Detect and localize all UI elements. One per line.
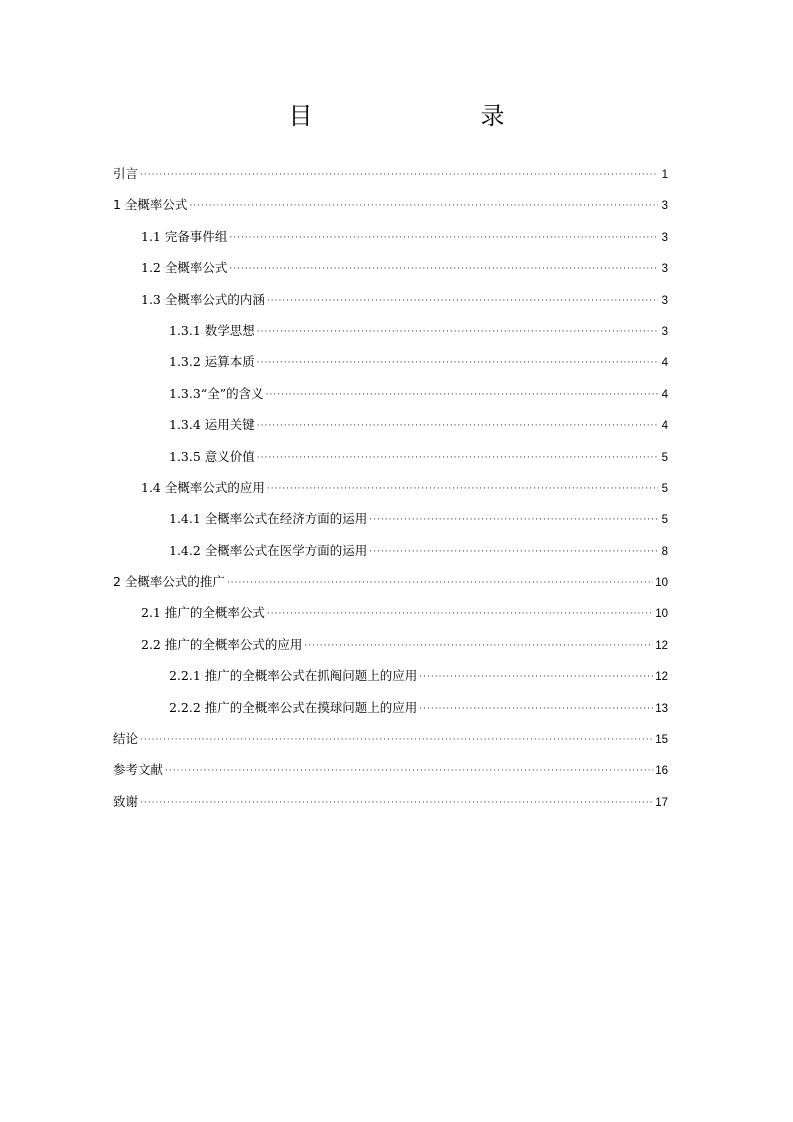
page-title: 目 录 bbox=[288, 102, 545, 130]
toc-entry-1-4[interactable] bbox=[113, 472, 668, 503]
toc-entry-2-2-2[interactable] bbox=[113, 692, 668, 723]
toc-leader-dots bbox=[229, 223, 658, 254]
toc-entry-label: 1 全概率公式 bbox=[113, 197, 188, 213]
toc-entry-1-3-2[interactable] bbox=[113, 346, 668, 377]
toc-entry-chapter-1[interactable] bbox=[113, 189, 668, 220]
toc-entry-page: 3 bbox=[661, 200, 668, 213]
toc-entry-page: 16 bbox=[655, 765, 668, 778]
toc-entry-label: 1.3.3“全”的含义 bbox=[169, 385, 264, 401]
toc-entry-page: 5 bbox=[661, 514, 668, 527]
toc-entry-page: 3 bbox=[661, 263, 668, 276]
toc-entry-label: 1.3.5 意义价值 bbox=[169, 448, 255, 464]
toc-leader-dots bbox=[140, 788, 653, 819]
toc-entry-page: 13 bbox=[655, 702, 668, 715]
toc-entry-2-2[interactable] bbox=[113, 629, 668, 660]
toc-entry-page: 3 bbox=[661, 294, 668, 307]
toc-entry-1-3-1[interactable] bbox=[113, 315, 668, 346]
toc-entry-page: 3 bbox=[661, 325, 668, 338]
toc-entry-page: 8 bbox=[661, 545, 668, 558]
toc-entry-label: 1.4.1 全概率公式在经济方面的运用 bbox=[169, 511, 368, 527]
toc-leader-dots bbox=[189, 191, 658, 222]
table-of-contents bbox=[113, 158, 668, 817]
toc-leader-dots bbox=[266, 380, 658, 411]
toc-leader-dots bbox=[267, 474, 658, 505]
toc-entry-1-3-5[interactable] bbox=[113, 441, 668, 472]
toc-entry-page: 1 bbox=[661, 169, 668, 181]
toc-entry-page: 10 bbox=[655, 577, 668, 590]
toc-leader-dots bbox=[257, 348, 658, 379]
toc-entry-page: 15 bbox=[655, 734, 668, 747]
toc-entry-1-3[interactable] bbox=[113, 284, 668, 315]
toc-entry-2-1[interactable] bbox=[113, 597, 668, 628]
toc-entry-page: 4 bbox=[661, 388, 668, 401]
toc-leader-dots bbox=[257, 317, 658, 348]
toc-leader-dots bbox=[267, 286, 658, 317]
toc-leader-dots bbox=[419, 694, 653, 725]
toc-entry-label: 参考文献 bbox=[113, 762, 164, 778]
toc-entry-page: 4 bbox=[661, 357, 668, 370]
toc-leader-dots bbox=[229, 254, 658, 285]
toc-entry-page: 5 bbox=[661, 451, 668, 464]
toc-entry-label: 致谢 bbox=[113, 793, 139, 809]
toc-leader-dots bbox=[419, 662, 653, 693]
toc-entry-1-3-3[interactable] bbox=[113, 378, 668, 409]
toc-entry-1-2[interactable] bbox=[113, 252, 668, 283]
toc-entry-1-4-1[interactable] bbox=[113, 503, 668, 534]
toc-leader-dots bbox=[227, 568, 653, 599]
toc-entry-page: 10 bbox=[655, 608, 668, 621]
toc-leader-dots bbox=[369, 537, 658, 568]
toc-entry-label: 2 全概率公式的推广 bbox=[113, 574, 225, 590]
toc-entry-introduction[interactable] bbox=[113, 158, 668, 189]
toc-entry-references[interactable] bbox=[113, 754, 668, 785]
toc-entry-label: 2.2.1 推广的全概率公式在抓阄问题上的应用 bbox=[169, 668, 418, 684]
toc-entry-label: 2.2.2 推广的全概率公式在摸球问题上的应用 bbox=[169, 699, 418, 715]
toc-entry-label: 结论 bbox=[113, 731, 139, 747]
toc-leader-dots bbox=[257, 443, 658, 474]
toc-entry-label: 1.3.1 数学思想 bbox=[169, 322, 255, 338]
toc-leader-dots bbox=[369, 505, 658, 536]
toc-leader-dots bbox=[304, 631, 653, 662]
toc-entry-label: 引言 bbox=[113, 166, 139, 181]
toc-entry-acknowledgements[interactable] bbox=[113, 786, 668, 817]
toc-entry-2-2-1[interactable] bbox=[113, 660, 668, 691]
toc-entry-conclusion[interactable] bbox=[113, 723, 668, 754]
toc-entry-page: 4 bbox=[661, 420, 668, 433]
toc-entry-page: 17 bbox=[655, 796, 668, 809]
toc-entry-label: 1.3.2 运算本质 bbox=[169, 354, 255, 370]
toc-entry-label: 1.4 全概率公式的应用 bbox=[141, 479, 265, 495]
toc-leader-dots bbox=[140, 160, 658, 191]
toc-leader-dots bbox=[140, 725, 653, 756]
toc-entry-1-4-2[interactable] bbox=[113, 535, 668, 566]
toc-entry-page: 5 bbox=[661, 482, 668, 495]
toc-entry-page: 3 bbox=[661, 231, 668, 244]
toc-entry-label: 1.1 完备事件组 bbox=[141, 228, 228, 244]
toc-entry-label: 2.2 推广的全概率公式的应用 bbox=[141, 636, 303, 652]
toc-entry-1-1[interactable] bbox=[113, 221, 668, 252]
toc-entry-label: 1.3.4 运用关键 bbox=[169, 417, 255, 433]
toc-entry-chapter-2[interactable] bbox=[113, 566, 668, 597]
toc-entry-label: 1.2 全概率公式 bbox=[141, 260, 228, 276]
toc-entry-label: 1.3 全概率公式的内涵 bbox=[141, 291, 265, 307]
toc-entry-1-3-4[interactable] bbox=[113, 409, 668, 440]
toc-leader-dots bbox=[165, 756, 653, 787]
toc-entry-label: 2.1 推广的全概率公式 bbox=[141, 605, 265, 621]
toc-entry-page: 12 bbox=[655, 671, 668, 684]
toc-entry-label: 1.4.2 全概率公式在医学方面的运用 bbox=[169, 542, 368, 558]
toc-leader-dots bbox=[267, 599, 653, 630]
toc-leader-dots bbox=[257, 411, 658, 442]
toc-entry-page: 12 bbox=[655, 639, 668, 652]
